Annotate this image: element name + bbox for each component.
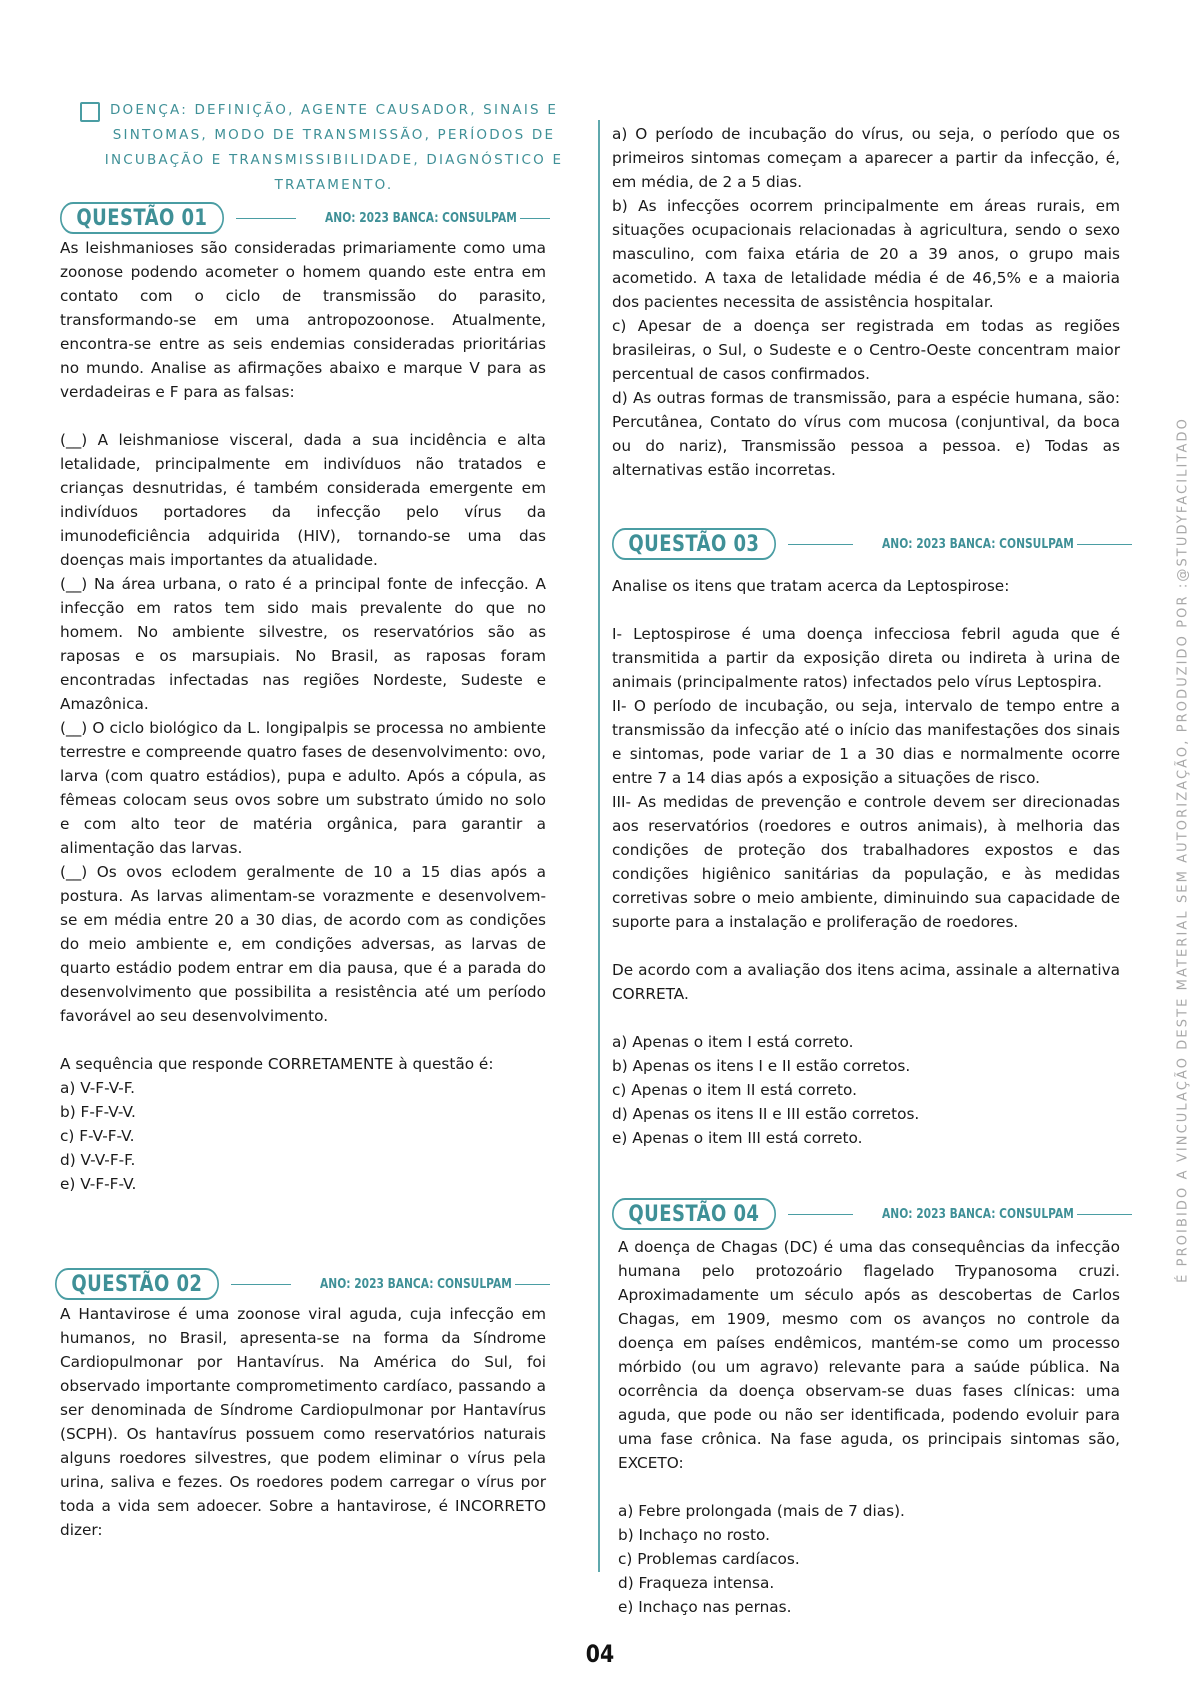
question-01-option-b[interactable]: b) F-F-V-V. [60,1103,136,1121]
topic-title: DOENÇA: DEFINIÇÃO, AGENTE CAUSADOR, SINAIS E SINTOMAS, MODO DE TRANSMISSÃO, PERÍODOS DE INCUBAÇÃO E TRANSMISSIBILIDADE, DIAGNÓSTICO E TRATAMENTO. [104,102,564,193]
copyright-watermark: É PROIBIDO A VINCULAÇÃO DESTE MATERIAL SEM AUTORIZAÇÃO, PRODUZIDO POR :@STUDYFACILITADO [1175,417,1191,1283]
question-03-body [612,574,1120,1150]
question-01-statement: (__) O ciclo biológico da L. longipalpis se processa no ambiente terrestre e compreende quatro fases de desenvolvimento: ovo, larva (com quatro estádios), pupa e adulto. Após a cópula, as fêmeas colocam seus ovos sobre um substrato úmido no solo e com alto teor de matéria orgânica, para garantir a alimentação das larvas. [60,719,546,857]
question-03-option-d[interactable]: d) Apenas os itens II e III estão corretos. [612,1105,920,1123]
question-02-option-d[interactable]: d) As outras formas de transmissão, para a espécie humana, são: Percutânea, Contato do vírus com mucosa (conjuntival, da boca ou do nariz), Transmissão pessoa a pessoa. e) Todas as alternativas estão incorretas. [612,389,1120,479]
header-rule [788,1214,853,1215]
question-04-option-b[interactable]: b) Inchaço no rosto. [618,1526,771,1544]
question-02-option-a[interactable]: a) O período de incubação do vírus, ou seja, o período que os primeiros sintomas começam a aparecer a partir da infecção, é, em média, de 2 a 5 dias. [612,125,1120,191]
question-03-option-c[interactable]: c) Apenas o item II está correto. [612,1081,857,1099]
question-01-statement: (__) Na área urbana, o rato é a principal fonte de infecção. A infecção em ratos tem sido mais prevalente do que no homem. No ambiente silvestre, os reservatórios são as raposas e os marsupiais. No Brasil, as raposas foram encontradas infectadas nas regiões Nordeste, Sudeste e Amazônica. [60,575,546,713]
header-rule [231,1284,291,1285]
question-03-item: I- Leptospirose é uma doença infecciosa febril aguda que é transmitida a partir da exposição direta ou indireta à urina de animais (principalmente ratos) infectados pelo vírus Leptospira. [612,625,1120,691]
page-number: 04 [585,1640,615,1668]
question-04-option-d[interactable]: d) Fraqueza intensa. [618,1574,775,1592]
question-04-meta: ANO: 2023 BANCA: CONSULPAM [881,1206,1074,1222]
question-03-item: III- As medidas de prevenção e controle devem ser direcionadas aos reservatórios (roedores e outros animais), à melhoria das condições de proteção dos trabalhadores expostos e das condições higiênico sanitárias da população, e às medidas corretivas sobre o meio ambiente, diminuindo sua capacidade de suporte para a instalação e proliferação de roedores. [612,793,1120,931]
question-04-intro: A doença de Chagas (DC) é uma das consequências da infecção humana pelo protozoário flagelado Trypanosoma cruzi. Aproximadamente um século após as descobertas de Carlos Chagas, em 1909, mesmo com os avanços no controle da doença em países endêmicos, mantém-se como um processo mórbido (ou um agravo) relevante para a saúde pública. Na ocorrência da doença observam-se duas fases clínicas: uma aguda, que pode ou não ser identificada, podendo evoluir para uma fase crônica. Na fase aguda, os principais sintomas são, EXCETO: [618,1238,1120,1472]
question-03-option-e[interactable]: e) Apenas o item III está correto. [612,1129,863,1147]
question-03-meta: ANO: 2023 BANCA: CONSULPAM [881,536,1074,552]
question-03-prompt: De acordo com a avaliação dos itens acima, assinale a alternativa CORRETA. [612,961,1120,1003]
question-04-header [612,1198,1132,1230]
header-rule [515,1284,550,1285]
header-rule [788,544,853,545]
question-02-options [612,122,1120,482]
question-03-intro: Analise os itens que tratam acerca da Leptospirose: [612,577,1010,595]
question-01-intro: As leishmanioses são consideradas primariamente como uma zoonose podendo acometer o homem quando este entra em contato com o ciclo de transmissão do parasito, transformando-se em uma antropozoonose. Atualmente, encontra-se entre as seis endemias consideradas prioritárias no mundo. Analise as afirmações abaixo e marque V para as verdadeiras e F para as falsas: [60,239,546,401]
question-01-body [60,236,546,1196]
question-03-header [612,528,1132,560]
question-02-option-b[interactable]: b) As infecções ocorrem principalmente em áreas rurais, em situações ocupacionais relacionadas à agricultura, sendo o sexo masculino, com faixa etária de 20 a 39 anos, o grupo mais acometido. A taxa de letalidade média é de 46,5% e a maioria dos pacientes necessita de assistência hospitalar. [612,197,1120,311]
header-rule [236,218,296,219]
question-01-option-a[interactable]: a) V-F-V-F. [60,1079,136,1097]
question-01-label: QUESTÃO 01 [60,202,224,234]
question-03-label: QUESTÃO 03 [612,528,776,560]
question-04-label: QUESTÃO 04 [612,1198,776,1230]
question-03-item: II- O período de incubação, ou seja, intervalo de tempo entre a transmissão da infecção até o início das manifestações dos sinais e sintomas, pode variar de 1 a 30 dias e normalmente ocorre entre 7 a 14 dias após a exposição a situações de risco. [612,697,1120,787]
question-04-option-c[interactable]: c) Problemas cardíacos. [618,1550,800,1568]
question-04-option-e[interactable]: e) Inchaço nas pernas. [618,1598,792,1616]
question-03-option-a[interactable]: a) Apenas o item I está correto. [612,1033,854,1051]
header-rule [1077,1214,1132,1215]
column-divider [598,120,600,1572]
question-03-option-b[interactable]: b) Apenas os itens I e II estão corretos. [612,1057,911,1075]
question-01-option-d[interactable]: d) V-V-F-F. [60,1151,136,1169]
question-02-intro: A Hantavirose é uma zoonose viral aguda, cuja infecção em humanos, no Brasil, apresenta-se na forma da Síndrome Cardiopulmonar por Hantavírus. Na América do Sul, foi observado importante comprometimento cardíaco, passando a ser denominada de Síndrome Cardiopulmonar por Hantavírus (SCPH). Os hantavírus possuem como reservatórios naturais alguns roedores silvestres, que podem eliminar o vírus pela urina, saliva e fezes. Os roedores podem carregar o vírus por toda a vida sem adoecer. Sobre a hantavirose, é INCORRETO dizer: [60,1305,546,1539]
question-01-statement: (__) A leishmaniose visceral, dada a sua incidência e alta letalidade, principalmente em indivíduos não tratados e crianças desnutridas, é também considerada emergente em indivíduos portadores da infecção pelo vírus da imunodeficiência adquirida (HIV), tornando-se uma das doenças mais importantes da atualidade. [60,431,546,569]
question-01-meta: ANO: 2023 BANCA: CONSULPAM [324,210,517,226]
question-01-prompt: A sequência que responde CORRETAMENTE à questão é: [60,1055,494,1073]
question-02-option-c[interactable]: c) Apesar de a doença ser registrada em todas as regiões brasileiras, o Sul, o Sudeste e o Centro-Oeste concentram maior percentual de casos confirmados. [612,317,1120,383]
question-01-statement: (__) Os ovos eclodem geralmente de 10 a 15 dias após a postura. As larvas alimentam-se vorazmente e desenvolvem-se em média entre 20 a 30 dias, de acordo com as condições do meio ambiente e, em condições adversas, as larvas de quarto estádio podem entrar em dia pausa, que é a parada do desenvolvimento que possibilita a resistência até um período favorável ao seu desenvolvimento. [60,863,546,1025]
question-01-option-e[interactable]: e) V-F-F-V. [60,1175,137,1193]
question-02-header [55,1268,550,1300]
question-04-body [618,1235,1120,1619]
topic-checkbox[interactable] [80,102,100,122]
question-01-header [60,202,550,234]
question-02-body [60,1302,546,1542]
question-01-option-c[interactable]: c) F-V-F-V. [60,1127,135,1145]
header-rule [1077,544,1132,545]
question-02-meta: ANO: 2023 BANCA: CONSULPAM [319,1276,512,1292]
topic-header [80,98,570,198]
header-rule [520,218,550,219]
question-02-label: QUESTÃO 02 [55,1268,219,1300]
question-04-option-a[interactable]: a) Febre prolongada (mais de 7 dias). [618,1502,905,1520]
